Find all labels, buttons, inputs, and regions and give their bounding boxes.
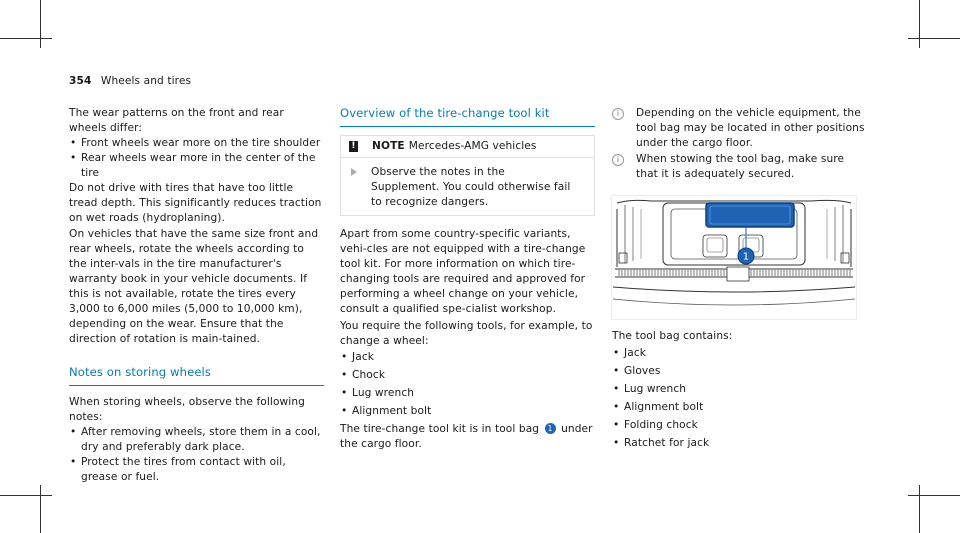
warning-icon: ! [349, 141, 358, 152]
storing-list [69, 425, 324, 485]
info-icon: i [612, 108, 624, 120]
column-middle [340, 106, 595, 452]
list-item: • Jack [340, 350, 595, 365]
list-item: • Folding chock [612, 418, 867, 433]
callout-badge: 1 [545, 423, 556, 434]
toolkit-location-text: The tire-change tool kit is in tool bag [340, 423, 540, 435]
note-body [341, 158, 594, 215]
info-text: When stowing the tool bag, make sure that it is adequately secured. [636, 153, 845, 180]
contents-list [612, 346, 867, 451]
list-item: • Lug wrench [340, 386, 595, 401]
info-text: Depending on the vehicle equipment, the tool bag may be located in other positions under the cargo floor. [636, 107, 865, 149]
info-note [612, 152, 867, 182]
list-item: • Gloves [612, 364, 867, 379]
tread-paragraph: Do not drive with tires that have too little tread depth. This significantly reduces traction on wet roads (hydroplaning). [69, 182, 322, 224]
tools-list [340, 350, 595, 419]
callout-number: 1 [742, 251, 750, 263]
column-left [69, 106, 324, 485]
required-tools-intro: You require the following tools, for example, to change a wheel: [340, 320, 593, 347]
column-right [612, 106, 867, 454]
list-item: • After removing wheels, store them in a cool, dry and preferably dark place. [69, 425, 324, 455]
storing-intro: When storing wheels, observe the following notes: [69, 396, 305, 423]
note-header [341, 136, 594, 158]
heading-rule [340, 126, 595, 127]
list-item: • Alignment bolt [612, 400, 867, 415]
page-number: 354 [69, 75, 92, 87]
toolkit-paragraph: Apart from some country-specific variants, vehi-cles are not equipped with a tire-change tool kit. For more information on which tire-changing tools are required and approved for performing a wheel change on your vehicle, consult a qualified spe-cialist workshop. [340, 228, 586, 315]
section-title: Wheels and tires [100, 75, 192, 87]
intro-text: The wear patterns on the front and rear wheels differ: [69, 107, 284, 134]
info-icon: i [612, 154, 624, 166]
list-item: • Lug wrench [612, 382, 867, 397]
note-body-text: Observe the notes in the Supplement. You could otherwise fail to recognize dangers. [371, 166, 571, 208]
wear-list [69, 136, 324, 181]
list-item: • Front wheels wear more on the tire shoulder [69, 136, 324, 151]
toolkit-location-text-end: under the cargo floor. [340, 423, 593, 450]
tool-bag-highlight [706, 203, 794, 227]
note-label: NOTE [372, 140, 405, 152]
rotation-paragraph: On vehicles that have the same size front and rear wheels, rotate the wheels according to the inter-vals in the tire manufacturer's warranty book in your vehicle documents. If this is not available, rotate the tires every 3,000 to 6,000 miles (5,000 to 10,000 km), depending on the wear. Ensure that the direction of rotation is main-tained. [69, 228, 319, 345]
list-item: • Protect the tires from contact with oil, grease or fuel. [69, 455, 324, 485]
section-heading-storing: Notes on storing wheels [69, 365, 212, 379]
list-item: • Chock [340, 368, 595, 383]
list-item: • Alignment bolt [340, 404, 595, 419]
note-title: Mercedes-AMG vehicles [408, 140, 537, 152]
contents-intro: The tool bag contains: [612, 330, 733, 342]
toolkit-location [340, 422, 595, 452]
info-note [612, 106, 867, 151]
play-arrow-icon [351, 168, 357, 176]
section-heading-toolkit: Overview of the tire-change tool kit [340, 106, 550, 120]
list-item: • Jack [612, 346, 867, 361]
list-item: • Rear wheels wear more in the center of the tire [69, 151, 324, 181]
heading-rule [69, 385, 324, 386]
page-header [69, 74, 191, 89]
note-box [340, 135, 595, 216]
cargo-floor-illustration [611, 195, 857, 320]
list-item: • Ratchet for jack [612, 436, 867, 451]
